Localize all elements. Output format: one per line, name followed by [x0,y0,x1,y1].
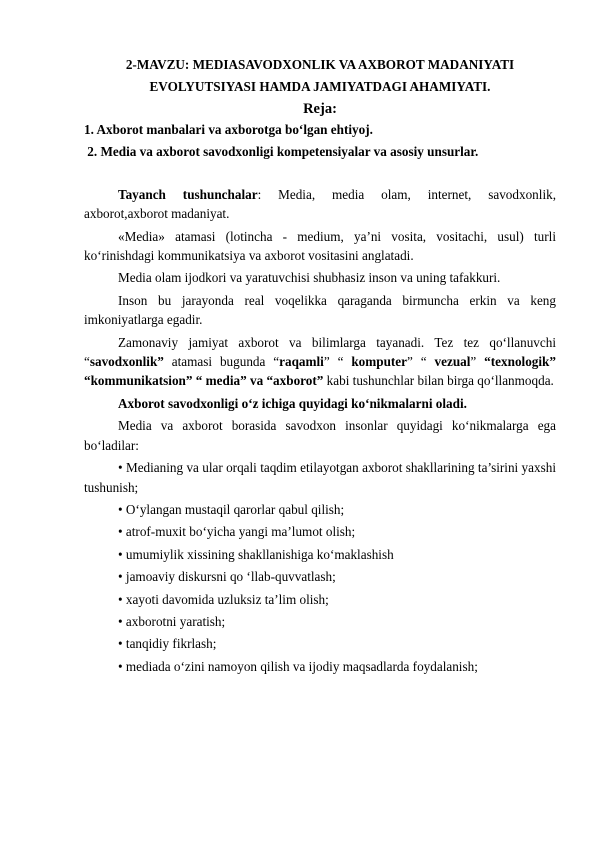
media-definition-paragraph: «Media» atamasi (lotincha - medium, ya’ni vosita, vositachi, usul) turli ko‘rinishdagi kommunikatsiya va axborot vositasini anglatadi. [84,228,556,264]
skill-item: • axborotni yaratish; [118,613,226,629]
skill-item: • O‘ylangan mustaqil qarorlar qabul qilish; [118,501,345,517]
skill-item: • umumiylik xissining shakllanishiga ko‘maklashish [118,546,394,562]
modern-text-5: ” [470,354,485,370]
modern-text-1: Zamonaviy jamiyat axborot va bilimlarga tayanadi. Tez tez qo‘llanuvchi “ [84,334,556,370]
skills-heading: Axborot savodxonligi o‘z ichiga quyidagi ko‘nikmalarni oladi. [118,395,467,411]
skills-intro: Media va axborot borasida savodxon insonlar quyidagi ko‘nikmalarga ega bo‘ladilar: [84,418,556,453]
key-terms-text: : Media, media olam, internet, savodxonlik, axborot,axborot madaniyat. [84,186,556,222]
term-vezual: vezual [434,354,471,370]
skill-item: • Medianing va ular orqali taqdim etilayotgan axborot shakllarining ta’sirini yaxshi tushunish; [84,460,556,495]
skill-item: • xayoti davomida uzluksiz ta’lim olish; [118,591,329,607]
document-page [84,54,556,676]
creator-paragraph: Media olam ijodkori va yaratuvchisi shubhasiz inson va uning tafakkuri. [118,270,501,286]
term-raqamli: raqamli [279,354,324,370]
skill-item: • mediada o‘zini namoyon qilish va ijodiy maqsadlarda foydalanish; [118,658,478,674]
plan-item-1: 1. Axborot manbalari va axborotga bo‘lgan ehtiyoj. [84,122,373,137]
skill-item: • jamoaviy diskursni qo ‘llab-quvvatlash; [118,569,336,585]
term-komputer: komputer [351,354,408,370]
skill-item: • tanqidiy fikrlash; [118,636,217,652]
key-terms-paragraph [84,185,556,224]
modern-society-paragraph [84,333,556,391]
plan-item-2: 2. Media va axborot savodxonligi kompetensiyalar va asosiy unsurlar. [84,144,479,160]
term-list: “texnologik” “kommunikatsion” “ media” va “axborot” [84,354,556,389]
spacer [84,162,556,181]
title-line-2: EVOLYUTSIYASI HAMDA JAMIYATDAGI AHAMIYATI. [149,78,491,94]
modern-text-2: atamasi bugunda “ [163,354,280,370]
plan-heading: Reja: [303,101,337,117]
person-paragraph: Inson bu jarayonda real voqelikka qaraganda birmuncha erkin va keng imkoniyatlarga egadir. [84,292,556,328]
key-terms-label: Tayanch tushunchalar [118,186,258,202]
term-savodxonlik: savodxonlik” [89,354,164,370]
modern-text-6: kabi tushunchlar bilan birga qo‘llanmoqda. [323,373,554,389]
modern-text-4: ” “ [407,354,435,370]
modern-text-3: ” “ [323,354,352,370]
skill-item: • atrof-muxit bo‘yicha yangi ma’lumot olish; [118,524,356,540]
title-line-1: 2-MAVZU: MEDIASAVODXONLIK VA AXBOROT MADANIYATI [125,57,515,72]
